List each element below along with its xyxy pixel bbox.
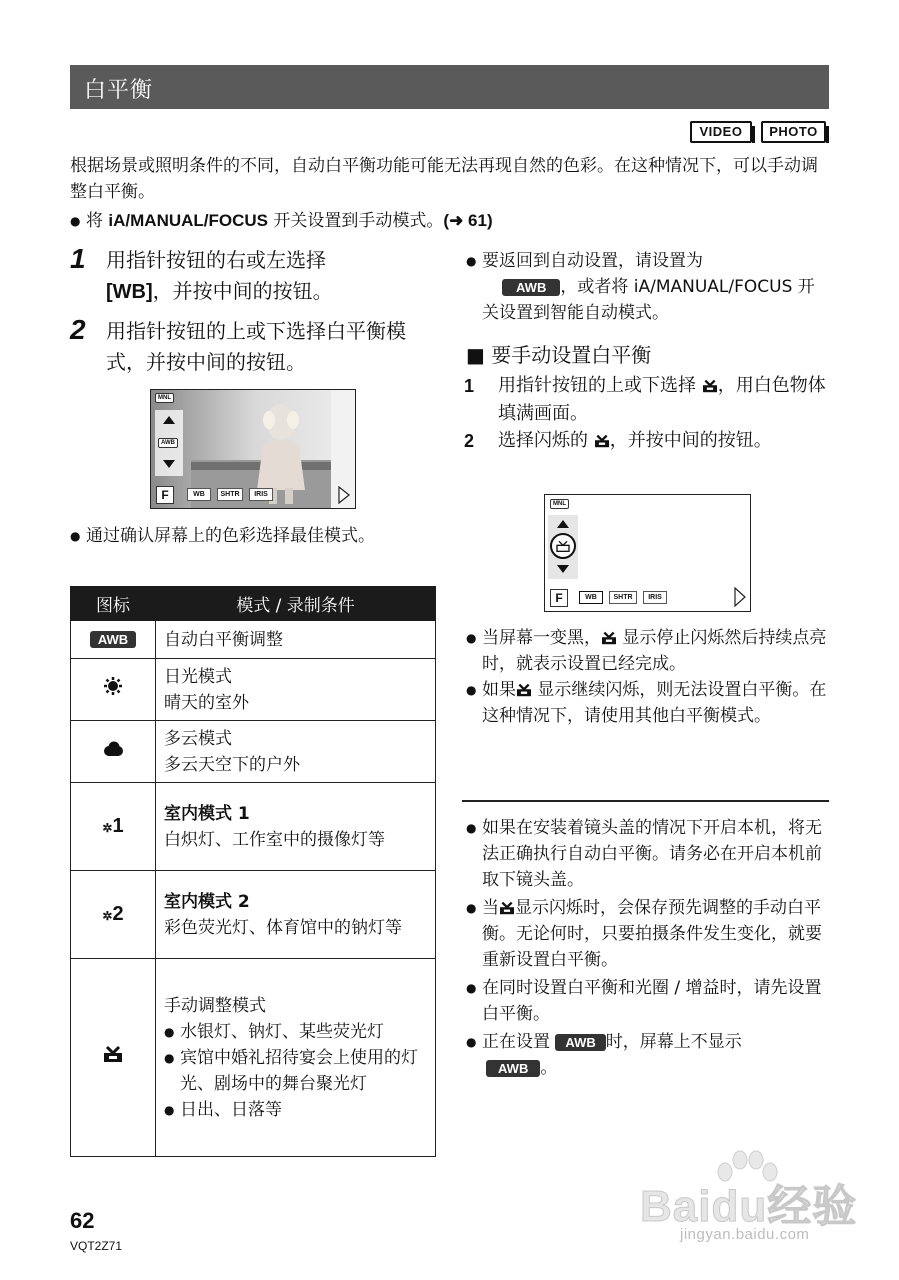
photo-mode-tag: PHOTO xyxy=(761,121,826,143)
manual-wb-icon xyxy=(702,379,718,393)
manual-wb-icon xyxy=(601,631,617,645)
manual-step-2: 2 选择闪烁的 ，并按中间的按钮。 xyxy=(464,430,772,451)
wb-button[interactable]: WB xyxy=(187,488,211,501)
table-row: ✲2 室内模式 2 彩色荧光灯、体育馆中的钠灯等 xyxy=(71,871,436,959)
manual-wb-icon xyxy=(103,1045,123,1063)
shtr-button[interactable]: SHTR xyxy=(217,488,243,501)
awb-option[interactable]: AWB xyxy=(158,438,178,448)
table-row: AWB 自动白平衡调整 xyxy=(71,621,436,659)
note-complete: ● 当屏幕一变黑， 显示停止闪烁然后持续点亮时，就表示设置已经完成。 xyxy=(466,625,830,677)
indoor-1-icon: ✲1 xyxy=(102,814,124,837)
wb-mode-table xyxy=(70,586,436,1157)
next-arrow-icon[interactable] xyxy=(337,486,351,504)
up-arrow-icon[interactable] xyxy=(163,416,175,424)
down-arrow-icon[interactable] xyxy=(163,460,175,468)
manual-wb-icon xyxy=(594,434,610,448)
awb-icon: AWB xyxy=(486,1060,540,1077)
awb-icon: AWB xyxy=(502,279,560,296)
return-auto-note: ● 要返回到自动设置，请设置为 AWB ，或者将 iA/MANUAL/FOCUS 开关设置到智能自动模式。 xyxy=(466,248,828,326)
f-mode-icon: F xyxy=(156,486,174,504)
up-arrow-icon[interactable] xyxy=(557,520,569,528)
manual-step-1: 1 用指针按钮的上或下选择 ，用白色物体填满画面。 xyxy=(464,375,826,424)
divider xyxy=(462,800,829,802)
caution-notes xyxy=(466,815,830,1081)
shtr-button[interactable]: SHTR xyxy=(609,591,637,604)
manual-wb-icon xyxy=(516,683,532,697)
caution-iris-gain: ● 在同时设置白平衡和光圈 / 增益时，请先设置白平衡。 xyxy=(466,975,830,1027)
manual-wb-heading: ■ 要手动设置白平衡 xyxy=(466,343,652,367)
right-notes-1 xyxy=(466,625,830,729)
awb-icon: AWB xyxy=(90,631,136,648)
mnl-label: MNL xyxy=(550,499,569,509)
wb-selector xyxy=(155,410,183,476)
step-1: 1 用指针按钮的右或左选择 [WB]，并按中间的按钮。 xyxy=(70,243,333,303)
col-header-icon: 图标 xyxy=(71,587,156,621)
baidu-watermark: Baidu经验 jingyan.baidu.com xyxy=(640,1150,870,1250)
document-code: VQT2Z71 xyxy=(70,1239,123,1253)
video-mode-tag: VIDEO xyxy=(690,121,752,143)
awb-icon: AWB xyxy=(555,1034,605,1051)
table-row: 日光模式 晴天的室外 xyxy=(71,659,436,721)
manual-wb-icon xyxy=(556,540,570,552)
intro-bullet: ● 将 iA/MANUAL/FOCUS 开关设置到手动模式。(➜ 61) xyxy=(70,208,899,234)
mnl-label: MNL xyxy=(155,393,174,403)
wb-button[interactable]: WB xyxy=(579,591,603,604)
note-failed: ● 如果 显示继续闪烁，则无法设置白平衡。在这种情况下，请使用其他白平衡模式。 xyxy=(466,677,830,729)
camera-screen-2 xyxy=(544,494,751,612)
wb-selector xyxy=(548,515,578,579)
col-header-mode: 模式 / 录制条件 xyxy=(156,587,436,621)
indoor-2-icon: ✲2 xyxy=(102,902,124,925)
down-arrow-icon[interactable] xyxy=(557,565,569,573)
table-row: ✲1 室内模式 1 白炽灯、工作室中的摄像灯等 xyxy=(71,783,436,871)
intro-paragraph: 根据场景或照明条件的不同，自动白平衡功能可能无法再现自然的色彩。在这种情况下，可以手动调整白平衡。 xyxy=(70,156,818,202)
cloud-icon xyxy=(102,741,124,757)
caution-blinking: ● 当 显示闪烁时，会保存预先调整的手动白平衡。无论何时，只要拍摄条件发生变化，就要重新设置白平衡。 xyxy=(466,895,830,973)
caution-awb-display: ● 正在设置 AWB 时，屏幕上不显示 AWB 。 xyxy=(466,1029,830,1081)
next-arrow-icon[interactable] xyxy=(733,587,747,607)
camera-screen-1 xyxy=(150,389,356,509)
f-mode-icon: F xyxy=(550,589,568,607)
iris-button[interactable]: IRIS xyxy=(249,488,273,501)
section-title-bar xyxy=(70,65,829,109)
iris-button[interactable]: IRIS xyxy=(643,591,667,604)
manual-wb-option[interactable] xyxy=(550,533,576,559)
table-row: 多云模式 多云天空下的户外 xyxy=(71,721,436,783)
step-2: 2 用指针按钮的上或下选择白平衡模式，并按中间的按钮。 xyxy=(70,314,406,374)
page-number: 62 xyxy=(70,1208,95,1233)
left-note: ● 通过确认屏幕上的色彩选择最佳模式。 xyxy=(70,523,430,549)
section-title: 白平衡 xyxy=(84,78,154,103)
table-row: 手动调整模式 ● 水银灯、钠灯、某些荧光灯 ● 宾馆中婚礼招待宴会上使用的灯光、剧场中的舞台聚光灯 ● 日出、日落等 xyxy=(71,959,436,1157)
caution-lens-cap: ● 如果在安装着镜头盖的情况下开启本机，将无法正确执行自动白平衡。请务必在开启本机前取下镜头盖。 xyxy=(466,815,830,893)
sun-icon xyxy=(103,676,123,696)
manual-wb-icon xyxy=(499,901,515,915)
